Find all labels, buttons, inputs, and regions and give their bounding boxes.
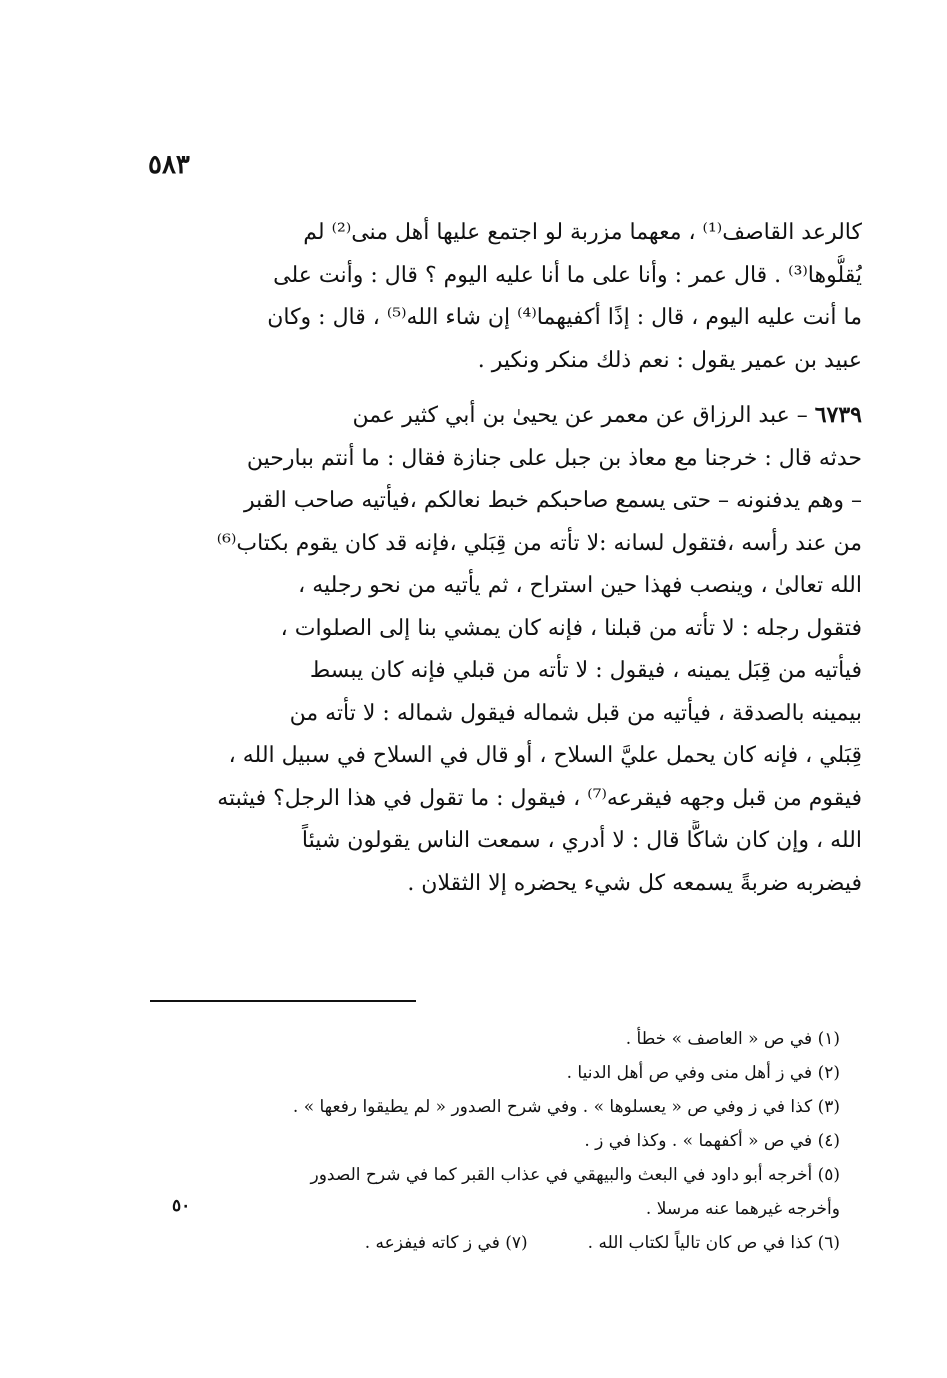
footnote-divider xyxy=(150,1000,416,1002)
text-line: يُقلُّوها⁽³⁾ . قال عمر : وأنا على ما أنا عليه اليوم ؟ قال : وأنت على xyxy=(273,262,862,288)
text-line: كالرعد القاصف⁽¹⁾ ، معهما مزربة لو اجتمع عليها أهل منى⁽²⁾ لم xyxy=(303,220,862,245)
text-line: عبيد بن عمير يقول : نعم ذلك منكر ونكير . xyxy=(477,347,862,373)
footnote: (٧) في ز كاته فيفزعه . xyxy=(364,1233,528,1253)
main-text xyxy=(150,212,862,905)
footnote: (٥) أخرجه أبو داود في البعث والبيهقي في عذاب القبر كما في شرح الصدور xyxy=(310,1165,840,1185)
footnote: (٢) في ز أهل منى وفي ص أهل الدنيا . xyxy=(566,1063,840,1083)
text-line: بيمينه بالصدقة ، فيأتيه من قبل شماله فيقول شماله : لا تأته من xyxy=(289,700,862,726)
footnote-row xyxy=(150,1226,840,1260)
footnote: (٣) كذا في ز وفي ص « يعسلوها » . وفي شرح الصدور « لم يطيقوا رفعها » . xyxy=(292,1097,840,1117)
footnote: وأخرجه غيرهما عنه مرسلا . xyxy=(645,1199,840,1219)
footnotes xyxy=(150,1022,840,1260)
hadith-first-line xyxy=(150,394,862,438)
text-line: الله ، وإن كان شاكًّا قال : لا أدري ، سمعت الناس يقولون شيئاً xyxy=(301,828,862,853)
paragraph-gap xyxy=(150,382,862,394)
text-line: من عند رأسه ،فتقول لسانه :لا تأته من قِبَلي ،فإنه قد كان يقوم بكتاب⁽⁶⁾ xyxy=(216,530,862,556)
footnote: (١) في ص « العاصف » خطأ . xyxy=(625,1029,840,1049)
text-line: ما أنت عليه اليوم ، قال : إذًا أكفيهما⁽⁴⁾ إن شاء الله⁽⁵⁾ ، قال : وكان xyxy=(267,305,862,330)
text-line: حدثه قال : خرجنا مع معاذ بن جبل على جنازة فقال : ما أنتم ببارحين xyxy=(246,445,862,471)
hadith-number: ٦٧٣٩ xyxy=(814,402,862,428)
text-line: – وهم يدفنونه – حتى يسمع صاحبكم خبط نعالكم ،فيأتيه صاحب القبر xyxy=(244,488,862,513)
footnote: (٤) في ص « أكفهما » . وكذا في ز . xyxy=(584,1131,840,1151)
text-line: فتقول رجله : لا تأته من قبلنا ، فإنه كان يمشي بنا إلى الصلوات ، xyxy=(280,615,862,641)
text-line: الله تعالىٰ ، وينصب فهذا حين استراح ، ثم يأتيه من نحو رجليه ، xyxy=(298,573,862,598)
text-line: قِبَلي ، فإنه كان يحمل عليَّ السلاح ، أو قال في السلاح في سبيل الله ، xyxy=(228,743,862,768)
margin-mark: ٥٠ xyxy=(172,1196,191,1216)
text-line: فيقوم من قبل وجهه فيقرعه⁽⁷⁾ ، فيقول : ما تقول في هذا الرجل؟ فيثبته xyxy=(217,785,862,811)
text-line: فيأتيه من قِبَل يمينه ، فيقول : لا تأته من قبلي فإنه كان يبسط xyxy=(309,658,862,683)
text-line: فيضربه ضربةً يسمعه كل شيء يحضره إلا الثقلان . xyxy=(407,870,862,896)
page-number: ٥٨٣ xyxy=(148,150,190,180)
text-line: – عبد الرزاق عن معمر عن يحيىٰ بن أبي كثير عمن xyxy=(352,403,808,428)
footnote: (٦) كذا في ص كان تالياً لكتاب الله . xyxy=(587,1233,840,1253)
